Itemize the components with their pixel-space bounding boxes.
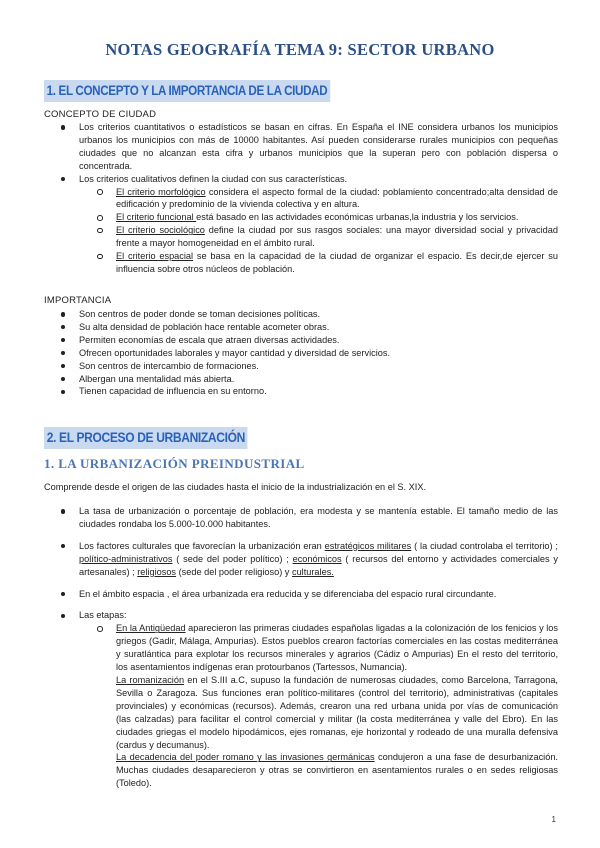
factor-term: político-administrativos	[79, 553, 173, 564]
stage-antiquity	[116, 622, 558, 674]
criteria-name: El criterio funcional	[116, 212, 197, 223]
stage-text: aparecieron las primeras ciudades españolas ligadas a la colonización de los fenicios y los griegos (Gadir, Málaga, Ampurias). Estos pueblos crearon factorías comerciales en las costas mediterránea y suratlántica para explotar los recursos minerales y agrarios (Cádiz o Ampurias) En el resto del territorio, los asentamientos indígenas eran protourbanos (Tartessos, Numancia).	[116, 623, 559, 673]
factor-term: económicos	[292, 553, 342, 564]
page-number: 1	[551, 815, 556, 824]
criteria-item	[79, 250, 558, 276]
quantitative-criteria-text: Los criterios cuantitativos o estadísticos se basan en cifras. En España el INE considera urbanos los municipios urbanos los municipios con más de 10000 habitantes. Así pueden considerarse rurales municipios con pequeñas ciudades que no alcanzan esta cifra y urbanos municipios que la superan pero con población dispersa o concentrada.	[79, 122, 558, 171]
criteria-item	[79, 211, 558, 224]
spatial-text: En el ámbito espacia , el área urbanizada era reducida y se diferenciaba del espacio rural circundante.	[79, 588, 497, 599]
urbanization-list	[44, 505, 558, 790]
intro-paragraph: Comprende desde el origen de las ciudades hasta el inicio de la industrialización en el S. XIX.	[44, 482, 427, 492]
list-item: Su alta densidad de población hace rentable acometer obras.	[44, 321, 558, 334]
list-item: Permiten economías de escala que atraen diversas actividades.	[44, 334, 558, 347]
urbanization-rate-text: La tasa de urbanización o porcentaje de población, era modesta y se mantenía estable. El tamaño medio de las ciudades rondaba los 5.000-10.000 habitantes.	[79, 506, 558, 529]
section-heading-concept: 1. EL CONCEPTO Y LA IMPORTANCIA DE LA CIUDAD	[44, 80, 330, 102]
factors-text: ( recursos del entorno y actividades comerciales y artesanales) ;	[79, 553, 558, 577]
stage-text: condujeron a una fase de desurbanización. Muchas ciudades desaparecieron y otras se convirtieron en asentamientos rurales o en sedes religiosas (Toledo).	[116, 752, 558, 789]
criteria-text: está basado en las actividades económicas urbanas,la industria y los servicios.	[196, 212, 519, 223]
stage-name: La romanización	[116, 674, 185, 685]
criteria-item	[79, 186, 558, 212]
section-heading-urbanization: 2. EL PROCESO DE URBANIZACIÓN	[44, 427, 248, 449]
list-item: Son centros de intercambio de formaciones.	[44, 360, 558, 373]
stage-item	[79, 622, 558, 790]
list-item	[44, 173, 558, 276]
stage-romanization	[116, 674, 558, 751]
list-item	[44, 588, 558, 601]
list-item: Son centros de poder donde se toman decisiones políticas.	[44, 308, 558, 321]
factors-text: (sede del poder religioso) y	[176, 566, 292, 577]
factors-text: ( la ciudad controlaba el territorio) ;	[411, 540, 558, 551]
list-item	[44, 609, 558, 790]
list-item: Tienen capacidad de influencia en su entorno.	[44, 385, 558, 398]
criteria-name: El criterio morfológico	[116, 186, 206, 197]
criteria-text: se basa en la capacidad de la ciudad de organizar el espacio. Es decir,de ejercer su influencia sobre otros núcleos de población.	[116, 251, 558, 274]
concept-list	[44, 121, 558, 276]
factor-term: religiosos	[137, 566, 177, 577]
concept-label: CONCEPTO DE CIUDAD	[44, 109, 157, 120]
criteria-text: considera el aspecto formal de la ciudad: poblamiento concentrado;alta densidad de edificación y predominio de la vivienda colectiva y en altura.	[116, 186, 558, 210]
factor-term: estratégicos militares	[324, 540, 412, 551]
importance-list	[44, 308, 558, 398]
document-title: NOTAS GEOGRAFÍA TEMA 9: SECTOR URBANO	[105, 40, 495, 59]
factors-text: Los factores culturales que favorecían la urbanización eran	[79, 540, 325, 551]
list-item	[44, 121, 558, 173]
stages-label: Las etapas:	[79, 610, 127, 621]
stage-text: en el S.III a.C, supuso la fundación de numerosas ciudades, como Barcelona, Tarragona, Sevilla o Zaragoza. Sus funciones eran político-militares (control del territorio), administrativas (capitales provinciales) y económicas (recursos). Además, crearon una red urbana unida por vías de comunicación (las calzadas) para facilitar el control comercial y militar (la costa mediterránea y valle del Ebro). En las ciudades griegas el modelo hipodámicos, ejes romanas, eje horizontal y rodeado de una muralla defensiva (cardus y decumanus).	[116, 674, 558, 750]
stage-name: En la Antigüedad	[116, 623, 186, 634]
list-item	[44, 540, 558, 579]
subsection-heading-preindustrial: 1. LA URBANIZACIÓN PREINDUSTRIAL	[44, 456, 305, 471]
qualitative-criteria-text: Los criterios cualitativos definen la ciudad con sus características.	[79, 173, 348, 184]
importance-label: IMPORTANCIA	[44, 295, 112, 306]
stage-name: La decadencia del poder romano y las invasiones germánicas	[116, 752, 375, 763]
list-item: Ofrecen oportunidades laborales y mayor cantidad y diversidad de servicios.	[44, 347, 558, 360]
stage-decline	[116, 751, 558, 790]
criteria-sublist	[79, 186, 558, 276]
list-item	[44, 505, 558, 531]
criteria-text: define la ciudad por sus rasgos sociales: una mayor diversidad social y privacidad frente a mayor homogeneidad en el ámbito rural.	[116, 225, 559, 249]
factors-text: ( sede del poder político) ;	[172, 553, 293, 564]
factor-term: culturales.	[291, 566, 334, 577]
criteria-name: El criterio espacial	[116, 251, 194, 262]
criteria-item	[79, 224, 558, 250]
stages-sublist	[79, 622, 558, 790]
criteria-name: El criterio sociológico	[116, 225, 205, 236]
list-item: Albergan una mentalidad más abierta.	[44, 373, 558, 386]
